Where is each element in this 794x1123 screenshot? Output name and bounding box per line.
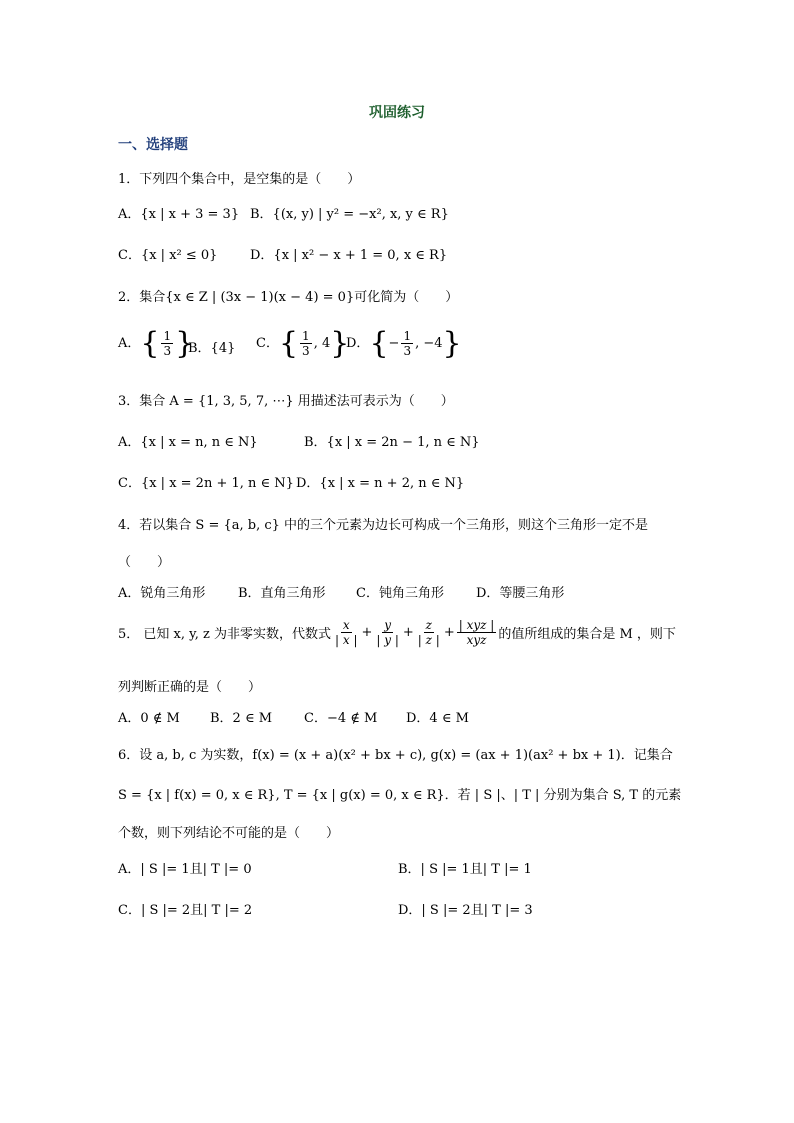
option-label: D．	[346, 336, 370, 351]
question-4-stem-continued: （ ）	[118, 555, 171, 570]
question-1-option-d: D．{x | x² − x + 1 = 0, x ∈ R}	[250, 248, 448, 263]
question-3-stem: 3．集合 A = {1, 3, 5, 7, ⋯} 用描述法可表示为（ ）	[118, 394, 454, 409]
question-2-option-b: B．{4}	[188, 341, 236, 356]
fraction-x: $\frac{x}{| x |}$	[335, 618, 358, 647]
fraction: $\frac{1}{3}$	[403, 329, 412, 358]
question-5-option-b: B．2 ∈ M	[210, 711, 273, 726]
question-2-option-d: D．{− $\frac{1}{3}$ , −4}	[346, 326, 462, 361]
question-3-option-a: A．{x | x = n, n ∈ N}	[118, 435, 258, 450]
question-3-option-c: C．{x | x = 2n + 1, n ∈ N}	[118, 476, 294, 491]
question-6-stem-line-3: 个数，则下列结论不可能的是（ ）	[118, 826, 340, 841]
question-1-option-c: C．{x | x² ≤ 0}	[118, 248, 218, 263]
section-heading: 一、选择题	[118, 137, 188, 153]
question-6-stem: 6．设 a, b, c 为实数，f(x) = (x + a)(x² + bx + c), g(x) = (ax + 1)(ax² + bx + 1)．记集合	[118, 748, 673, 763]
question-6-option-c: C．| S |= 2且| T |= 2	[118, 903, 253, 918]
question-4-option-c: C．钝角三角形	[356, 586, 444, 601]
question-3-option-b: B．{x | x = 2n − 1, n ∈ N}	[304, 435, 480, 450]
question-4-option-d: D．等腰三角形	[476, 586, 565, 601]
fraction-y: $\frac{y}{| y |}$	[376, 618, 399, 647]
question-6-option-a: A．| S |= 1且| T |= 0	[118, 862, 252, 877]
question-5-option-a: A．0 ∉ M	[118, 711, 180, 726]
fraction-xyz: $\frac{\text{| xyz |}}{\text{xyz}}$	[458, 618, 495, 647]
question-1-option-b: B．{(x, y) | y² = −x², x, y ∈ R}	[250, 207, 449, 222]
question-5-option-c: C．−4 ∉ M	[304, 711, 378, 726]
question-6-stem-line-2: S = {x | f(x) = 0, x ∈ R}, T = {x | g(x) = 0, x ∈ R}．若 | S |、| T | 分别为集合 S, T 的元素	[118, 788, 682, 803]
question-6-option-b: B．| S |= 1且| T |= 1	[398, 862, 532, 877]
question-1-stem: 1．下列四个集合中，是空集的是（ ）	[118, 172, 361, 187]
question-4-option-b: B．直角三角形	[238, 586, 326, 601]
question-5-option-d: D．4 ∈ M	[406, 711, 469, 726]
page-title: 巩固练习	[369, 105, 425, 121]
question-6-option-d: D．| S |= 2且| T |= 3	[398, 903, 533, 918]
question-5-stem-continued: 列判断正确的是（ ）	[118, 680, 262, 695]
question-2-stem: 2．集合{x ∈ Z | (3x − 1)(x − 4) = 0}可化简为（ ）	[118, 290, 459, 305]
question-3-option-d: D．{x | x = n + 2, n ∈ N}	[296, 476, 465, 491]
question-2-option-c: C．{ $\frac{1}{3}$ , 4}	[256, 326, 350, 361]
question-4-option-a: A．锐角三角形	[118, 586, 206, 601]
question-5-stem: 5． 已知 x, y, z 为非零实数，代数式 $\frac{x}{| x |}$ + $\frac{y}{| y |}$ + $\frac{z}{| z |}$ + $\frac{\text{| xyz |}}{\text{xyz}}$ 的值所组成的集合是 M ，则下	[118, 618, 676, 647]
question-1-option-a: A．{x | x + 3 = 3}	[118, 207, 240, 222]
question-4-stem: 4．若以集合 S = {a, b, c} 中的三个元素为边长可构成一个三角形，则这个三角形一定不是	[118, 518, 649, 533]
fraction-z: $\frac{z}{| z |}$	[417, 618, 440, 647]
question-2-option-a: A．{ $\frac{1}{3}$ }	[118, 326, 195, 361]
option-label: A．	[118, 336, 141, 351]
fraction: $\frac{1}{3}$	[302, 329, 310, 358]
option-label: C．	[256, 336, 279, 351]
fraction: $\frac{1}{3}$	[163, 329, 172, 358]
